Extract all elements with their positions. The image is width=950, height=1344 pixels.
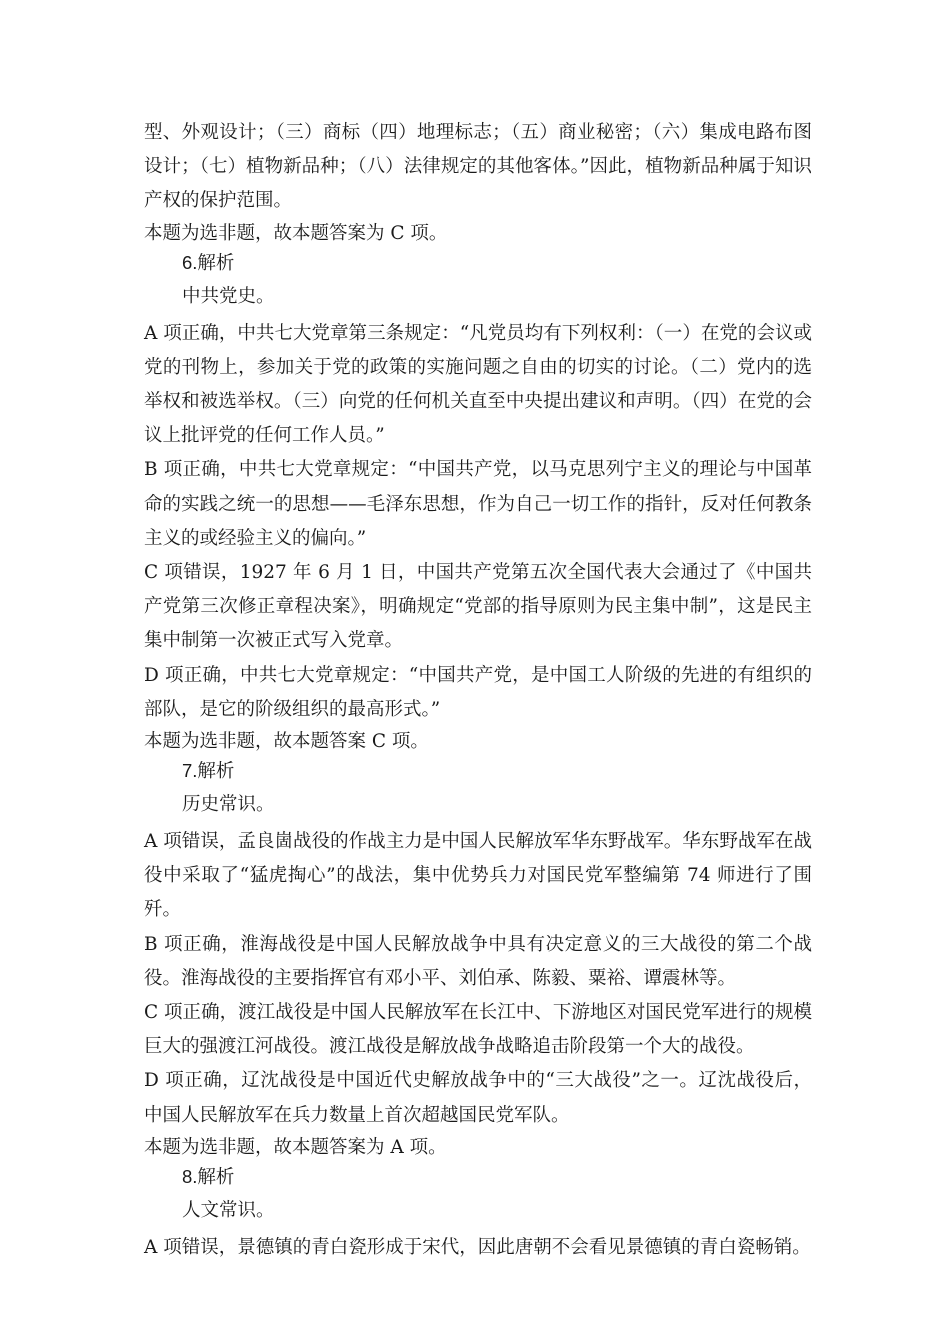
section-6-item-c: C 项错误，1927 年 6 月 1 日，中国共产党第五次全国代表大会通过了《中国共产党第三次修正章程决案》，明确规定“党部的指导原则为民主集中制”，这是民主集中制第一次被正式写入党章。 — [144, 562, 812, 652]
section-7-answer: 本题为选非题，故本题答案为 A 项。 — [144, 1136, 447, 1158]
section-8-heading: 8.解析 — [182, 1165, 235, 1187]
section-8-topic: 人文常识。 — [182, 1199, 275, 1221]
section-7-item-c: C 项正确，渡江战役是中国人民解放军在长江中、下游地区对国民党军进行的规模巨大的强渡江河战役。渡江战役是解放战争战略追击阶段第一个大的战役。 — [144, 1002, 812, 1058]
section-8-item-a: A 项错误，景德镇的青白瓷形成于宋代，因此唐朝不会看见景德镇的青白瓷畅销。 — [144, 1236, 811, 1258]
section-6-item-b: B 项正确，中共七大党章规定：“中国共产党，以马克思列宁主义的理论与中国革命的实践之统一的思想——毛泽东思想，作为自己一切工作的指针，反对任何教条主义的或经验主义的偏向。” — [144, 459, 812, 549]
intro-answer: 本题为选非题，故本题答案为 C 项。 — [144, 222, 448, 244]
section-6-topic: 中共党史。 — [182, 285, 275, 307]
section-7-item-d: D 项正确，辽沈战役是中国近代史解放战争中的“三大战役”之一。辽沈战役后，中国人民解放军在兵力数量上首次超越国民党军队。 — [144, 1070, 812, 1126]
intro-paragraph: 型、外观设计；（三）商标（四）地理标志；（五）商业秘密；（六）集成电路布图设计；（七）植物新品种；（八）法律规定的其他客体。”因此，植物新品种属于知识产权的保护范围。 — [144, 122, 812, 212]
section-6-item-a: A 项正确，中共七大党章第三条规定：“凡党员均有下列权利：（一）在党的会议或党的刊物上，参加关于党的政策的实施问题之自由的切实的讨论。（二）党内的选举权和被选举权。（三）向党的任何机关直至中央提出建议和声明。（四）在党的会议上批评党的任何工作人员。” — [144, 322, 812, 447]
section-7-item-b: B 项正确，淮海战役是中国人民解放战争中具有决定意义的三大战役的第二个战役。淮海战役的主要指挥官有邓小平、刘伯承、陈毅、粟裕、谭震林等。 — [144, 933, 812, 989]
document-page — [144, 116, 812, 1265]
section-7-topic: 历史常识。 — [182, 794, 275, 816]
section-7-heading: 7.解析 — [182, 760, 235, 782]
section-7-item-a: A 项错误，孟良崮战役的作战主力是中国人民解放军华东野战军。华东野战军在战役中采取了“猛虎掏心”的战法，集中优势兵力对国民党军整编第 74 师进行了围歼。 — [144, 831, 812, 921]
section-6-answer: 本题为选非题，故本题答案 C 项。 — [144, 731, 429, 753]
section-6-item-d: D 项正确，中共七大党章规定：“中国共产党，是中国工人阶级的先进的有组织的部队，是它的阶级组织的最高形式。” — [144, 664, 812, 720]
section-6-heading: 6.解析 — [182, 251, 235, 273]
